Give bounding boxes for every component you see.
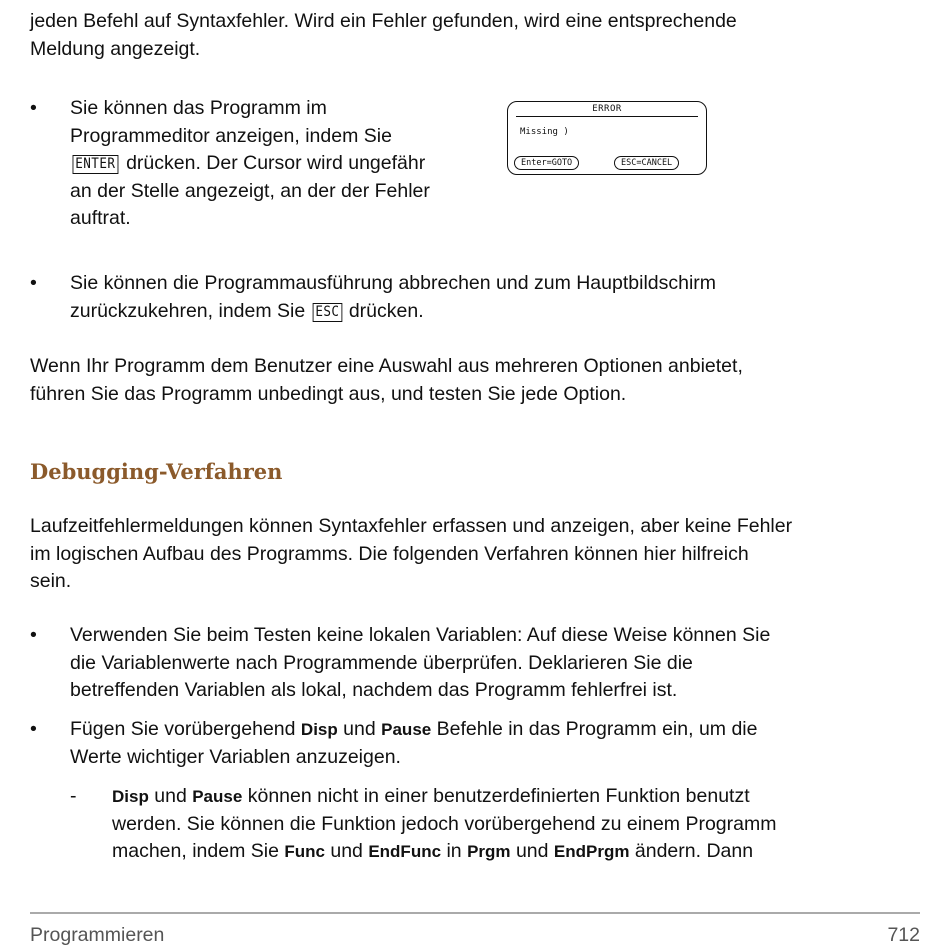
bullet-text-line: Sie können das Programm im [70, 97, 327, 119]
text-fragment: ändern. Dann [629, 840, 754, 862]
text-fragment: und [324, 840, 369, 862]
page-number: 712 [887, 924, 920, 946]
sub-bullet-text-line [112, 838, 920, 866]
section-heading: Debugging-Verfahren [30, 459, 283, 484]
bullet-text-fragment: drücken. [343, 299, 424, 322]
bullet-marker: • [30, 272, 37, 294]
intro-line: jeden Befehl auf Syntaxfehler. Wird ein Fehler gefunden, wird eine entsprechende [30, 10, 737, 32]
bullet-text-line: Werte wichtiger Variablen anzuzeigen. [70, 745, 401, 768]
intro-paragraph [30, 8, 920, 63]
text-fragment: machen, indem Sie [112, 840, 285, 862]
calculator-error-screen [507, 101, 707, 175]
command-endprgm: EndPrgm [553, 842, 630, 861]
bullet-marker: • [30, 718, 37, 740]
command-pause: Pause [381, 720, 432, 739]
cancel-button: ESC=CANCEL [614, 156, 679, 170]
bullet-text-line [70, 298, 920, 326]
command-disp: Disp [112, 787, 149, 806]
paragraph-line: im logischen Aufbau des Programms. Die folgenden Verfahren können hier hilfreich [30, 542, 749, 565]
bullet-text-line: die Variablenwerte nach Programmende überprüfen. Deklarieren Sie die [70, 651, 693, 674]
command-func: Func [284, 842, 325, 861]
bullet-text-line: Sie können die Programmausführung abbrechen und zum Hauptbildschirm [70, 272, 717, 294]
bullet-text-fragment: Fügen Sie vorübergehend [70, 718, 301, 740]
bullet-text-fragment: drücken. Der Cursor wird ungefähr [120, 152, 426, 174]
intro-line: Meldung angezeigt. [30, 37, 201, 60]
title-divider [516, 116, 698, 117]
debugging-intro-paragraph [30, 513, 920, 596]
esc-key-icon: ESC [312, 303, 342, 322]
command-disp: Disp [300, 720, 338, 739]
footer-section-title: Programmieren [30, 924, 165, 946]
error-dialog-title: ERROR [592, 104, 622, 114]
sub-bullet-text-line: werden. Sie können die Funktion jedoch vorübergehend zu einem Programm [112, 812, 777, 835]
paragraph-line: führen Sie das Programm unbedingt aus, und testen Sie jede Option. [30, 382, 627, 405]
bullet-text-fragment: zurückzukehren, indem Sie [70, 299, 311, 322]
bullet-text-line: Verwenden Sie beim Testen keine lokalen Variablen: Auf diese Weise können Sie [70, 624, 771, 646]
paragraph-line: sein. [30, 570, 72, 592]
bullet-text-fragment: und [337, 718, 382, 740]
bullet-marker: • [30, 624, 37, 646]
bullet-text-line [70, 150, 480, 178]
bullet-text-line [70, 716, 920, 744]
command-pause: Pause [192, 787, 243, 806]
bullet-text-line: betreffenden Variablen als lokal, nachdem das Programm fehlerfrei ist. [70, 679, 678, 701]
text-fragment: und [510, 840, 554, 862]
options-paragraph [30, 353, 920, 408]
footer-divider [30, 912, 920, 914]
command-prgm: Prgm [467, 842, 511, 861]
bullet-text-fragment: Befehle in das Programm ein, um die [431, 718, 758, 740]
bullet-text-line: Programmeditor anzeigen, indem Sie [70, 124, 392, 147]
text-fragment: und [148, 785, 193, 807]
bullet-text-line: auftrat. [70, 207, 131, 229]
text-fragment: können nicht in einer benutzerdefinierten Funktion benutzt [242, 785, 750, 807]
bullet-text-line: an der Stelle angezeigt, an der der Fehler [70, 179, 430, 202]
error-message: Missing ) [520, 127, 569, 137]
goto-button: Enter=GOTO [514, 156, 579, 170]
paragraph-line: Wenn Ihr Programm dem Benutzer eine Auswahl aus mehreren Optionen anbietet, [30, 355, 743, 377]
text-fragment: in [441, 840, 468, 862]
enter-key-icon: ENTER [73, 155, 119, 174]
paragraph-line: Laufzeitfehlermeldungen können Syntaxfehler erfassen und anzeigen, aber keine Fehler [30, 515, 793, 537]
sub-bullet-text-line [112, 783, 920, 811]
bullet-marker: • [30, 97, 37, 119]
command-endfunc: EndFunc [368, 842, 442, 861]
sub-bullet-marker: - [70, 785, 77, 807]
